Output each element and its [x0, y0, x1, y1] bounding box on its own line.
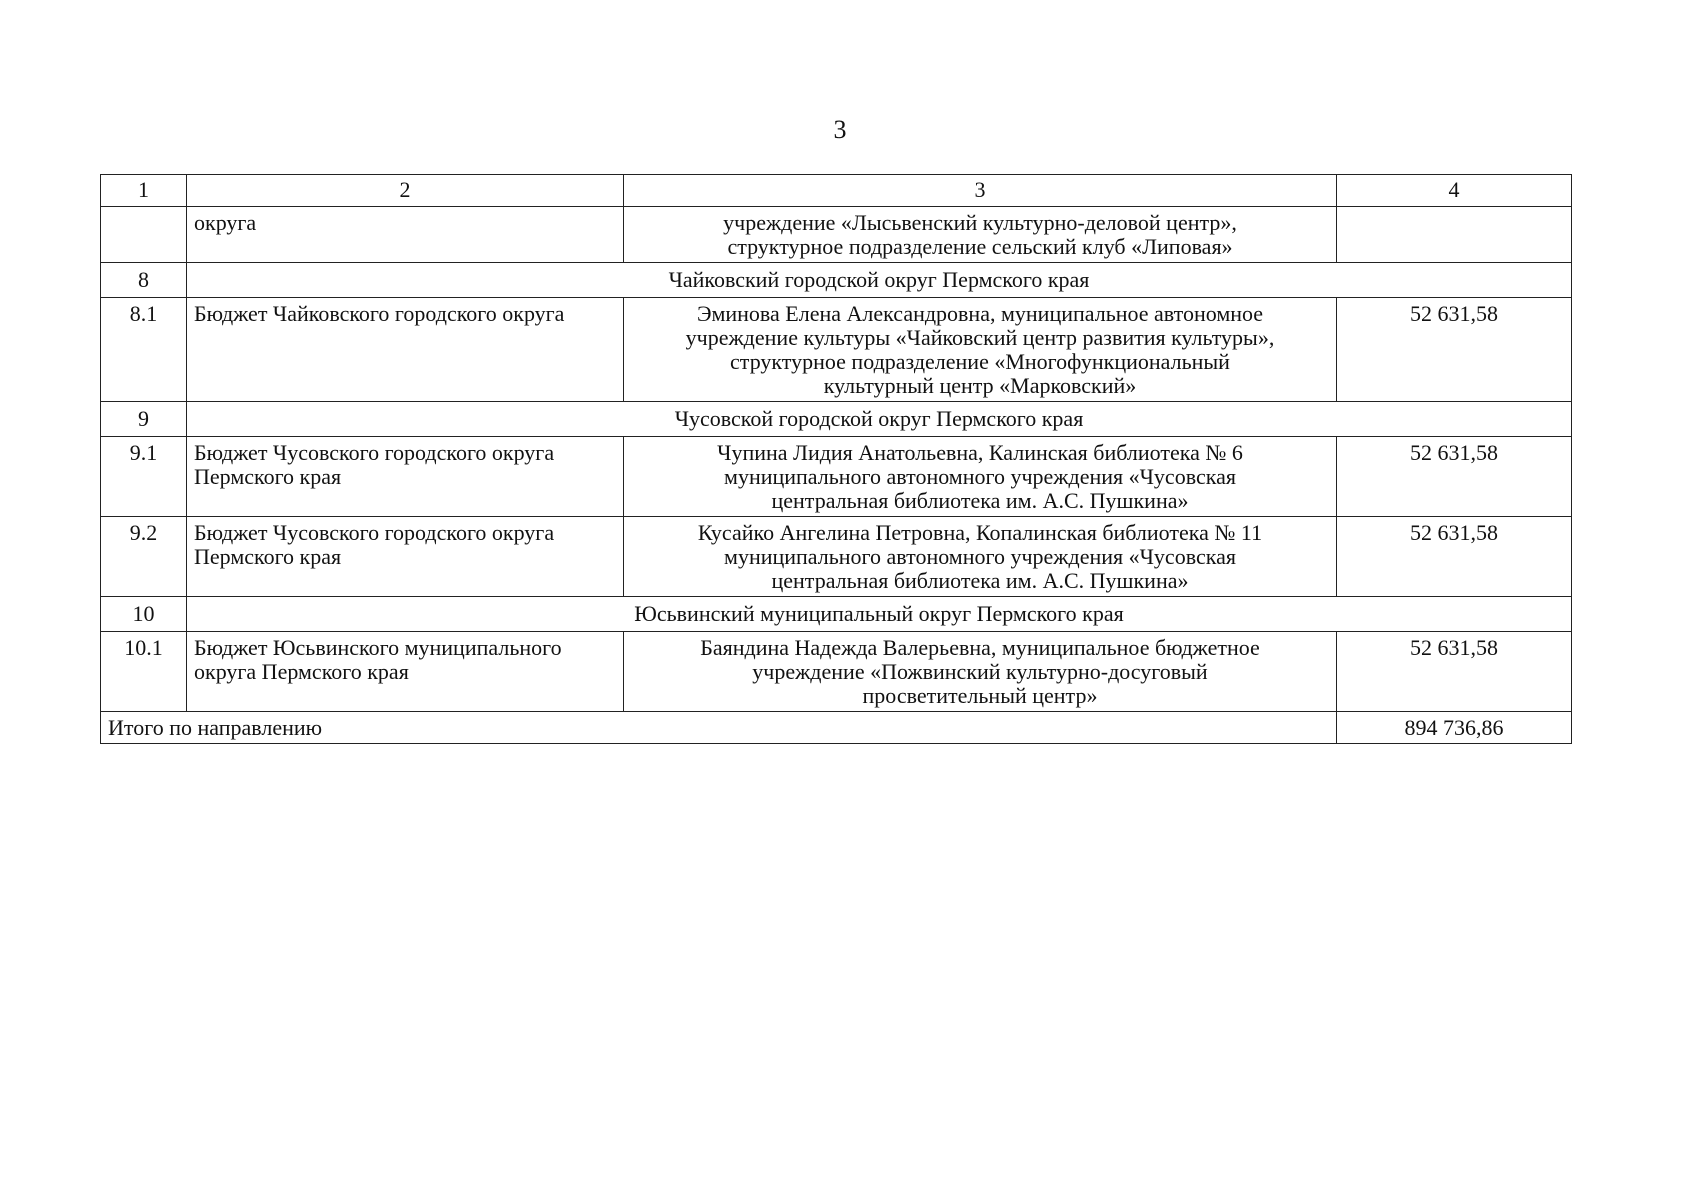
- recipient-cell: [624, 298, 1337, 402]
- recipient-line: культурный центр «Марковский»: [823, 373, 1137, 398]
- row-number-cell: 9.1: [101, 437, 187, 517]
- column-number-2: 2: [187, 175, 624, 207]
- amount-cell: 52 631,58: [1337, 437, 1572, 517]
- section-title-cell: Чусовской городской округ Пермского края: [187, 402, 1572, 437]
- section-number-cell: 10: [101, 597, 187, 632]
- section-title-cell: Юсьвинский муниципальный округ Пермского края: [187, 597, 1572, 632]
- budget-cell: [187, 298, 624, 402]
- budget-cell: [187, 632, 624, 712]
- allocation-table: [100, 174, 1572, 744]
- total-label-cell: Итого по направлению: [101, 712, 1337, 744]
- recipient-cell: [624, 207, 1337, 263]
- recipient-line: просветительный центр»: [862, 683, 1098, 708]
- recipient-line: учреждение «Лысьвенский культурно-деловой центр»,: [723, 210, 1237, 235]
- section-title-cell: Чайковский городской округ Пермского края: [187, 263, 1572, 298]
- recipient-line: Кусайко Ангелина Петровна, Копалинская библиотека № 11: [697, 520, 1263, 545]
- amount-cell: 52 631,58: [1337, 517, 1572, 597]
- column-number-row: [101, 175, 1572, 207]
- recipient-line: структурное подразделение сельский клуб «Липовая»: [727, 234, 1233, 259]
- budget-line: Бюджет Чайковского городского округа: [194, 301, 565, 326]
- recipient-line: структурное подразделение «Многофункциональный: [730, 349, 1230, 374]
- budget-line: округа Пермского края: [194, 659, 409, 684]
- row-number-cell: 10.1: [101, 632, 187, 712]
- amount-cell: 52 631,58: [1337, 632, 1572, 712]
- table-row: [101, 298, 1572, 402]
- recipient-line: Чупина Лидия Анатольевна, Калинская библиотека № 6: [717, 440, 1243, 465]
- budget-cell: [187, 517, 624, 597]
- row-number-cell: 9.2: [101, 517, 187, 597]
- budget-line: Бюджет Юсьвинского муниципального: [194, 635, 562, 660]
- continuation-row: [101, 207, 1572, 263]
- recipient-line: учреждение культуры «Чайковский центр развития культуры»,: [685, 325, 1275, 350]
- row-number-cell: 8.1: [101, 298, 187, 402]
- budget-line: Бюджет Чусовского городского округа: [194, 520, 555, 545]
- section-number-cell: 9: [101, 402, 187, 437]
- total-row: [101, 712, 1572, 744]
- column-number-3: 3: [624, 175, 1337, 207]
- section-row: [101, 402, 1572, 437]
- recipient-line: муниципального автономного учреждения «Чусовская: [724, 544, 1236, 569]
- recipient-line: Эминова Елена Александровна, муниципальное автономное: [696, 301, 1264, 326]
- table-body: [101, 175, 1572, 744]
- column-number-1: 1: [101, 175, 187, 207]
- budget-cell: округа: [187, 207, 624, 263]
- recipient-line: центральная библиотека им. А.С. Пушкина»: [771, 488, 1189, 513]
- column-number-4: 4: [1337, 175, 1572, 207]
- budget-line: Бюджет Чусовского городского округа: [194, 440, 555, 465]
- recipient-cell: [624, 517, 1337, 597]
- recipient-line: учреждение «Пожвинский культурно-досуговый: [752, 659, 1208, 684]
- recipient-line: Баяндина Надежда Валерьевна, муниципальное бюджетное: [700, 635, 1260, 660]
- table-row: [101, 517, 1572, 597]
- page-number: 3: [833, 115, 847, 144]
- section-row: [101, 597, 1572, 632]
- amount-cell: [1337, 207, 1572, 263]
- row-number-cell: [101, 207, 187, 263]
- recipient-line: центральная библиотека им. А.С. Пушкина»: [771, 568, 1189, 593]
- recipient-line: муниципального автономного учреждения «Чусовская: [724, 464, 1236, 489]
- table-row: [101, 632, 1572, 712]
- section-row: [101, 263, 1572, 298]
- budget-line: Пермского края: [194, 544, 342, 569]
- recipient-cell: [624, 437, 1337, 517]
- table-row: [101, 437, 1572, 517]
- section-number-cell: 8: [101, 263, 187, 298]
- recipient-cell: [624, 632, 1337, 712]
- amount-cell: 52 631,58: [1337, 298, 1572, 402]
- budget-line: Пермского края: [194, 464, 342, 489]
- budget-cell: [187, 437, 624, 517]
- total-amount-cell: 894 736,86: [1337, 712, 1572, 744]
